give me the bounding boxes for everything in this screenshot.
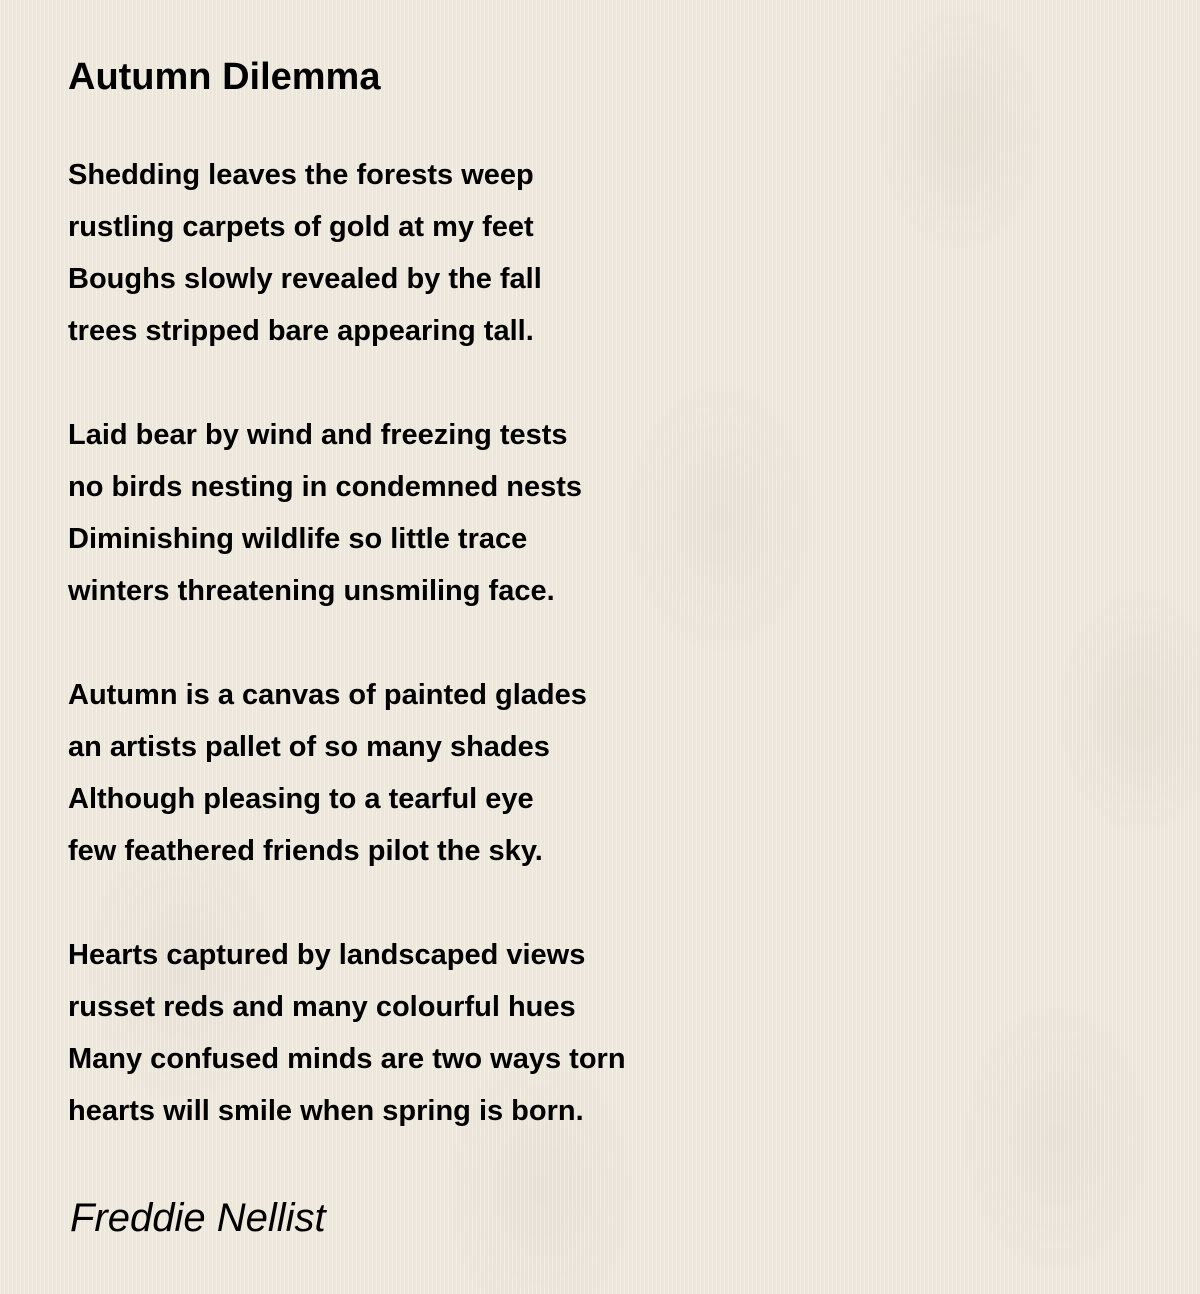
- poem-line: rustling carpets of gold at my feet: [68, 211, 534, 243]
- poem-line: Boughs slowly revealed by the fall: [68, 263, 542, 295]
- poem-line: an artists pallet of so many shades: [68, 731, 550, 763]
- poem-line: Many confused minds are two ways torn: [68, 1043, 626, 1075]
- poem-line: Autumn is a canvas of painted glades: [68, 679, 587, 711]
- poem-line: russet reds and many colourful hues: [68, 991, 576, 1023]
- stanza-3: [68, 669, 626, 877]
- poem-line: Shedding leaves the forests weep: [68, 159, 534, 191]
- stanza-2: [68, 409, 626, 617]
- stanza-1: [68, 149, 626, 357]
- poem-line: Diminishing wildlife so little trace: [68, 523, 528, 555]
- poem-line: hearts will smile when spring is born.: [68, 1095, 584, 1127]
- poem-line: winters threatening unsmiling face.: [68, 575, 555, 607]
- poem-line: no birds nesting in condemned nests: [68, 471, 582, 503]
- poem-line: Although pleasing to a tearful eye: [68, 783, 534, 815]
- poem-line: few feathered friends pilot the sky.: [68, 835, 543, 867]
- poem-body: [68, 149, 626, 1137]
- stanza-4: [68, 929, 626, 1137]
- poem-line: trees stripped bare appearing tall.: [68, 315, 534, 347]
- poem-line: Hearts captured by landscaped views: [68, 939, 586, 971]
- poem-author: Freddie Nellist: [70, 1196, 326, 1240]
- poem-title: Autumn Dilemma: [68, 56, 381, 98]
- poem-line: Laid bear by wind and freezing tests: [68, 419, 568, 451]
